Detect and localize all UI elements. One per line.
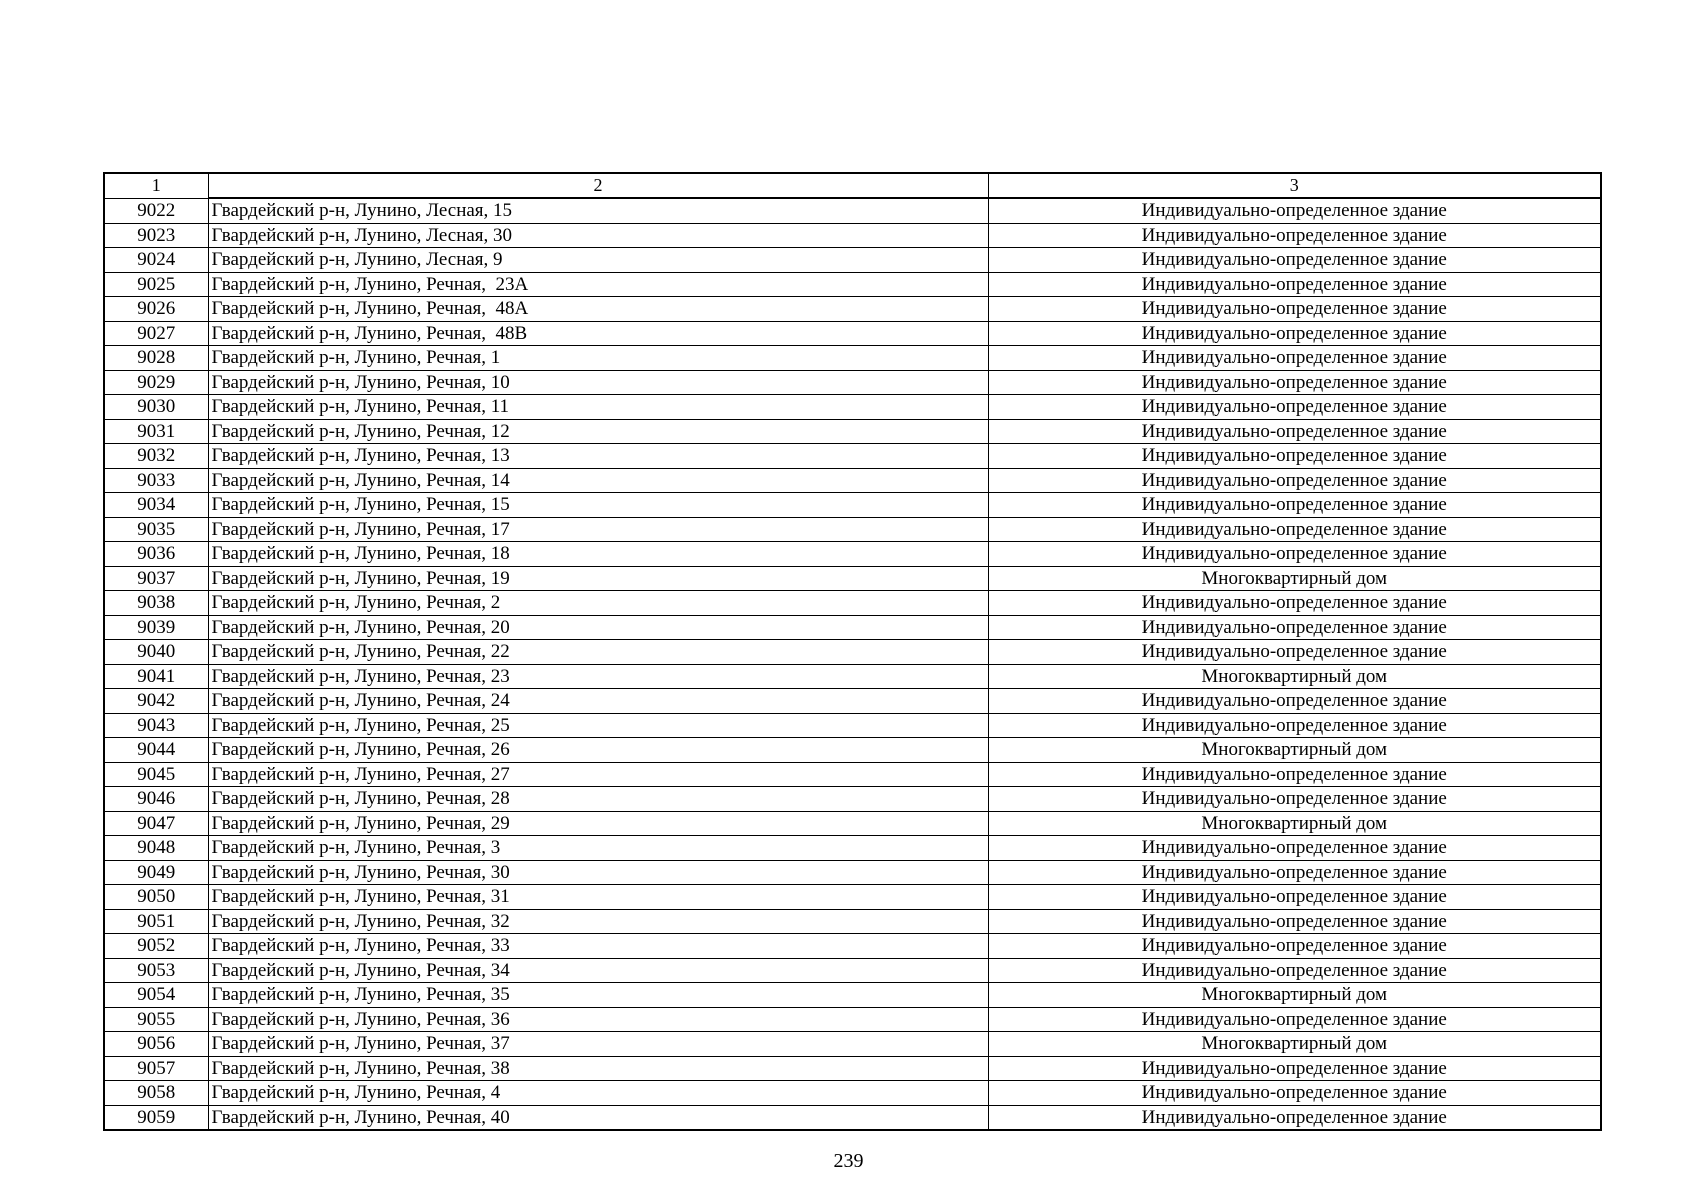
row-number-cell: 9035 <box>104 517 208 542</box>
address-cell: Гвардейский р-н, Лунино, Речная, 38 <box>208 1056 988 1081</box>
address-cell: Гвардейский р-н, Лунино, Речная, 37 <box>208 1032 988 1057</box>
table-row <box>104 198 1601 223</box>
table-row <box>104 444 1601 469</box>
building-type-cell: Индивидуально-определенное здание <box>988 321 1601 346</box>
row-number-cell: 9045 <box>104 762 208 787</box>
building-type-cell: Индивидуально-определенное здание <box>988 517 1601 542</box>
building-type-cell: Индивидуально-определенное здание <box>988 370 1601 395</box>
building-type-cell: Индивидуально-определенное здание <box>988 248 1601 273</box>
row-number-cell: 9041 <box>104 664 208 689</box>
table-row <box>104 615 1601 640</box>
table-row <box>104 272 1601 297</box>
row-number-cell: 9036 <box>104 542 208 567</box>
building-type-cell: Индивидуально-определенное здание <box>988 860 1601 885</box>
row-number-cell: 9023 <box>104 223 208 248</box>
row-number-cell: 9024 <box>104 248 208 273</box>
building-type-cell: Индивидуально-определенное здание <box>988 1105 1601 1130</box>
building-type-cell: Индивидуально-определенное здание <box>988 689 1601 714</box>
row-number-cell: 9047 <box>104 811 208 836</box>
table-row <box>104 787 1601 812</box>
address-cell: Гвардейский р-н, Лунино, Речная, 2 <box>208 591 988 616</box>
row-number-cell: 9039 <box>104 615 208 640</box>
address-cell: Гвардейский р-н, Лунино, Речная, 18 <box>208 542 988 567</box>
column-number-row <box>104 173 1601 198</box>
building-type-cell: Индивидуально-определенное здание <box>988 1056 1601 1081</box>
row-number-cell: 9027 <box>104 321 208 346</box>
table-row <box>104 1081 1601 1106</box>
row-number-cell: 9022 <box>104 198 208 223</box>
row-number-cell: 9026 <box>104 297 208 322</box>
row-number-cell: 9028 <box>104 346 208 371</box>
building-type-cell: Многоквартирный дом <box>988 664 1601 689</box>
table-row <box>104 1032 1601 1057</box>
building-type-cell: Индивидуально-определенное здание <box>988 444 1601 469</box>
address-cell: Гвардейский р-н, Лунино, Речная, 48В <box>208 321 988 346</box>
row-number-cell: 9025 <box>104 272 208 297</box>
address-cell: Гвардейский р-н, Лунино, Речная, 1 <box>208 346 988 371</box>
table-row <box>104 370 1601 395</box>
row-number-cell: 9059 <box>104 1105 208 1130</box>
building-type-cell: Многоквартирный дом <box>988 983 1601 1008</box>
table-row <box>104 689 1601 714</box>
table-row <box>104 738 1601 763</box>
building-type-cell: Индивидуально-определенное здание <box>988 542 1601 567</box>
table-row <box>104 664 1601 689</box>
building-type-cell: Индивидуально-определенное здание <box>988 272 1601 297</box>
row-number-cell: 9042 <box>104 689 208 714</box>
row-number-cell: 9040 <box>104 640 208 665</box>
address-cell: Гвардейский р-н, Лунино, Речная, 22 <box>208 640 988 665</box>
row-number-cell: 9053 <box>104 958 208 983</box>
row-number-cell: 9058 <box>104 1081 208 1106</box>
row-number-cell: 9048 <box>104 836 208 861</box>
address-cell: Гвардейский р-н, Лунино, Речная, 26 <box>208 738 988 763</box>
address-cell: Гвардейский р-н, Лунино, Речная, 17 <box>208 517 988 542</box>
address-cell: Гвардейский р-н, Лунино, Речная, 19 <box>208 566 988 591</box>
row-number-cell: 9046 <box>104 787 208 812</box>
table-row <box>104 885 1601 910</box>
table-row <box>104 934 1601 959</box>
table-row <box>104 542 1601 567</box>
table-row <box>104 346 1601 371</box>
address-cell: Гвардейский р-н, Лунино, Речная, 14 <box>208 468 988 493</box>
row-number-cell: 9056 <box>104 1032 208 1057</box>
building-type-cell: Индивидуально-определенное здание <box>988 493 1601 518</box>
row-number-cell: 9043 <box>104 713 208 738</box>
table-row <box>104 1105 1601 1130</box>
building-type-cell: Индивидуально-определенное здание <box>988 198 1601 223</box>
column-header-1: 1 <box>104 173 208 198</box>
building-type-cell: Индивидуально-определенное здание <box>988 787 1601 812</box>
table-row <box>104 762 1601 787</box>
table-row <box>104 321 1601 346</box>
address-cell: Гвардейский р-н, Лунино, Речная, 48А <box>208 297 988 322</box>
register-table-body <box>104 173 1601 1130</box>
building-type-cell: Индивидуально-определенное здание <box>988 885 1601 910</box>
building-type-cell: Индивидуально-определенное здание <box>988 615 1601 640</box>
address-cell: Гвардейский р-н, Лунино, Речная, 36 <box>208 1007 988 1032</box>
building-type-cell: Индивидуально-определенное здание <box>988 395 1601 420</box>
address-cell: Гвардейский р-н, Лунино, Лесная, 30 <box>208 223 988 248</box>
column-header-3: 3 <box>988 173 1601 198</box>
table-row <box>104 1056 1601 1081</box>
table-row <box>104 493 1601 518</box>
row-number-cell: 9050 <box>104 885 208 910</box>
building-type-cell: Многоквартирный дом <box>988 738 1601 763</box>
table-row <box>104 836 1601 861</box>
table-row <box>104 1007 1601 1032</box>
row-number-cell: 9055 <box>104 1007 208 1032</box>
table-row <box>104 566 1601 591</box>
address-cell: Гвардейский р-н, Лунино, Речная, 10 <box>208 370 988 395</box>
address-cell: Гвардейский р-н, Лунино, Речная, 27 <box>208 762 988 787</box>
building-type-cell: Индивидуально-определенное здание <box>988 468 1601 493</box>
row-number-cell: 9038 <box>104 591 208 616</box>
table-row <box>104 468 1601 493</box>
building-type-cell: Многоквартирный дом <box>988 811 1601 836</box>
address-cell: Гвардейский р-н, Лунино, Речная, 31 <box>208 885 988 910</box>
register-table <box>103 172 1602 1131</box>
address-cell: Гвардейский р-н, Лунино, Речная, 13 <box>208 444 988 469</box>
address-cell: Гвардейский р-н, Лунино, Речная, 34 <box>208 958 988 983</box>
address-cell: Гвардейский р-н, Лунино, Речная, 3 <box>208 836 988 861</box>
row-number-cell: 9044 <box>104 738 208 763</box>
building-type-cell: Индивидуально-определенное здание <box>988 836 1601 861</box>
address-cell: Гвардейский р-н, Лунино, Речная, 30 <box>208 860 988 885</box>
row-number-cell: 9037 <box>104 566 208 591</box>
table-row <box>104 591 1601 616</box>
address-cell: Гвардейский р-н, Лунино, Речная, 24 <box>208 689 988 714</box>
building-type-cell: Индивидуально-определенное здание <box>988 346 1601 371</box>
table-row <box>104 811 1601 836</box>
building-type-cell: Индивидуально-определенное здание <box>988 223 1601 248</box>
row-number-cell: 9033 <box>104 468 208 493</box>
column-header-2: 2 <box>208 173 988 198</box>
address-cell: Гвардейский р-н, Лунино, Речная, 32 <box>208 909 988 934</box>
row-number-cell: 9049 <box>104 860 208 885</box>
building-type-cell: Индивидуально-определенное здание <box>988 1007 1601 1032</box>
row-number-cell: 9054 <box>104 983 208 1008</box>
address-cell: Гвардейский р-н, Лунино, Речная, 29 <box>208 811 988 836</box>
table-row <box>104 958 1601 983</box>
table-row <box>104 640 1601 665</box>
row-number-cell: 9052 <box>104 934 208 959</box>
building-type-cell: Индивидуально-определенное здание <box>988 713 1601 738</box>
table-row <box>104 909 1601 934</box>
row-number-cell: 9031 <box>104 419 208 444</box>
row-number-cell: 9057 <box>104 1056 208 1081</box>
building-type-cell: Индивидуально-определенное здание <box>988 419 1601 444</box>
table-row <box>104 395 1601 420</box>
address-cell: Гвардейский р-н, Лунино, Речная, 40 <box>208 1105 988 1130</box>
address-cell: Гвардейский р-н, Лунино, Речная, 35 <box>208 983 988 1008</box>
table-row <box>104 983 1601 1008</box>
building-type-cell: Индивидуально-определенное здание <box>988 640 1601 665</box>
address-cell: Гвардейский р-н, Лунино, Лесная, 9 <box>208 248 988 273</box>
row-number-cell: 9032 <box>104 444 208 469</box>
building-type-cell: Индивидуально-определенное здание <box>988 1081 1601 1106</box>
page-number: 239 <box>833 1150 864 1172</box>
table-row <box>104 860 1601 885</box>
table-row <box>104 419 1601 444</box>
address-cell: Гвардейский р-н, Лунино, Лесная, 15 <box>208 198 988 223</box>
building-type-cell: Индивидуально-определенное здание <box>988 297 1601 322</box>
building-type-cell: Индивидуально-определенное здание <box>988 909 1601 934</box>
row-number-cell: 9051 <box>104 909 208 934</box>
building-type-cell: Многоквартирный дом <box>988 1032 1601 1057</box>
table-row <box>104 517 1601 542</box>
address-cell: Гвардейский р-н, Лунино, Речная, 4 <box>208 1081 988 1106</box>
table-row <box>104 713 1601 738</box>
building-type-cell: Индивидуально-определенное здание <box>988 934 1601 959</box>
table-row <box>104 223 1601 248</box>
address-cell: Гвардейский р-н, Лунино, Речная, 28 <box>208 787 988 812</box>
address-cell: Гвардейский р-н, Лунино, Речная, 20 <box>208 615 988 640</box>
address-cell: Гвардейский р-н, Лунино, Речная, 33 <box>208 934 988 959</box>
address-cell: Гвардейский р-н, Лунино, Речная, 23 <box>208 664 988 689</box>
table-row <box>104 297 1601 322</box>
building-type-cell: Индивидуально-определенное здание <box>988 762 1601 787</box>
row-number-cell: 9030 <box>104 395 208 420</box>
building-type-cell: Индивидуально-определенное здание <box>988 591 1601 616</box>
row-number-cell: 9034 <box>104 493 208 518</box>
table-row <box>104 248 1601 273</box>
building-type-cell: Индивидуально-определенное здание <box>988 958 1601 983</box>
address-cell: Гвардейский р-н, Лунино, Речная, 15 <box>208 493 988 518</box>
address-cell: Гвардейский р-н, Лунино, Речная, 23А <box>208 272 988 297</box>
address-cell: Гвардейский р-н, Лунино, Речная, 12 <box>208 419 988 444</box>
address-cell: Гвардейский р-н, Лунино, Речная, 11 <box>208 395 988 420</box>
row-number-cell: 9029 <box>104 370 208 395</box>
building-type-cell: Многоквартирный дом <box>988 566 1601 591</box>
address-cell: Гвардейский р-н, Лунино, Речная, 25 <box>208 713 988 738</box>
